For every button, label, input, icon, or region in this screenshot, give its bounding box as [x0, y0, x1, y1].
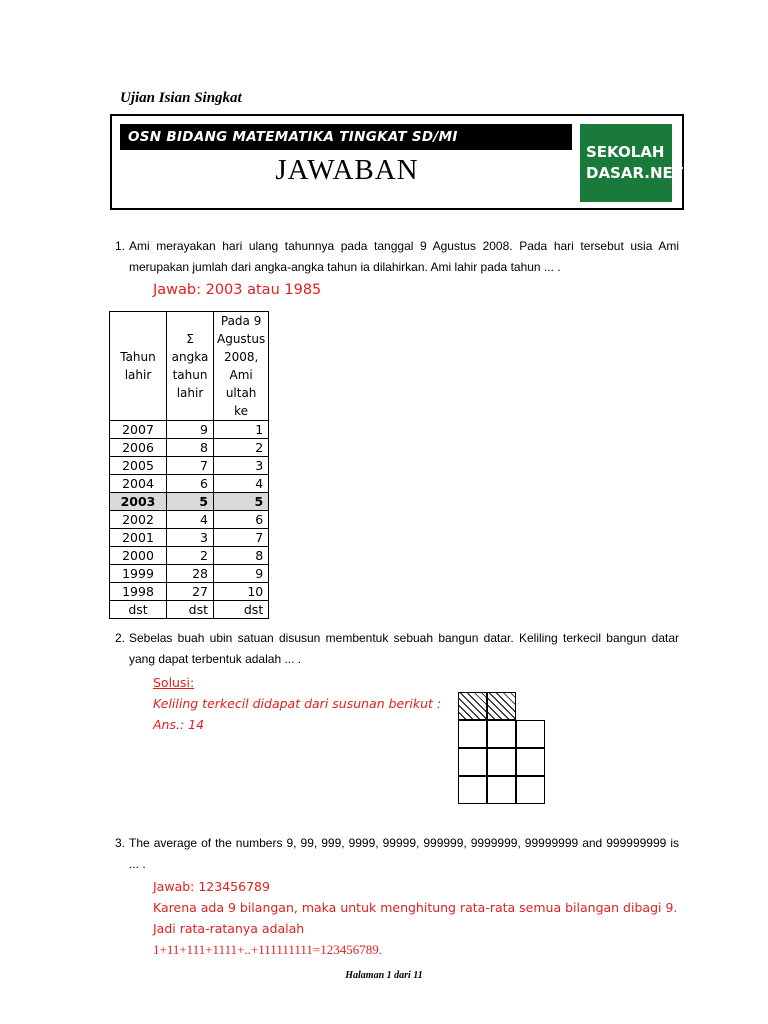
table-cell: 2005 — [110, 457, 167, 475]
question-text: Ami merayakan hari ulang tahunnya pada tanggal 9 Agustus 2008. Pada hari tersebut usia Ami merupakan jumlah dari angka-angka tahun ia dilahirkan. Ami lahir pada tahun ... . — [129, 239, 679, 274]
table-cell: 9 — [214, 565, 269, 583]
answer-3-block — [153, 876, 713, 960]
explanation-line: 1+11+111+1111+..+111111111=123456789. — [153, 942, 382, 957]
solution-text: Keliling terkecil didapat dari susunan berikut : — [153, 696, 442, 711]
table-row — [110, 529, 269, 547]
table-cell: 3 — [167, 529, 214, 547]
table-cell: 1998 — [110, 583, 167, 601]
table-cell: 2007 — [110, 421, 167, 439]
table-row — [110, 421, 269, 439]
explanation-line: Jadi rata-ratanya adalah — [153, 921, 305, 936]
tile — [487, 748, 516, 776]
tile — [516, 748, 545, 776]
sekolahdasar-logo — [580, 124, 684, 202]
column-header: Tahun lahir — [110, 312, 167, 421]
table-cell: 1999 — [110, 565, 167, 583]
table-cell: 2 — [214, 439, 269, 457]
tile — [487, 720, 516, 748]
table-row — [110, 493, 269, 511]
question-number: 2. — [115, 631, 126, 645]
explanation-line: Karena ada 9 bilangan, maka untuk menghitung rata-rata semua bilangan dibagi 9. — [153, 900, 678, 915]
table-cell: 27 — [167, 583, 214, 601]
question-number: 1. — [115, 239, 126, 253]
question-number: 3. — [115, 836, 126, 850]
banner-title: OSN BIDANG MATEMATIKA TINGKAT SD/MI — [120, 124, 572, 150]
column-header: Σ angka tahun lahir — [167, 312, 214, 421]
table-cell: 2 — [167, 547, 214, 565]
table-row — [110, 583, 269, 601]
table-cell: 7 — [167, 457, 214, 475]
table-cell: 2003 — [110, 493, 167, 511]
question-text: The average of the numbers 9, 99, 999, 9999, 99999, 999999, 9999999, 99999999 and 999999999 is ... . — [129, 836, 679, 871]
table-cell: dst — [167, 601, 214, 619]
table-cell: 2000 — [110, 547, 167, 565]
table-cell: 2001 — [110, 529, 167, 547]
table-cell: dst — [214, 601, 269, 619]
tile — [458, 748, 487, 776]
table-cell: 8 — [214, 547, 269, 565]
tile — [458, 720, 487, 748]
question-1 — [115, 236, 685, 280]
table-cell: 28 — [167, 565, 214, 583]
table-cell: 7 — [214, 529, 269, 547]
answer-3: Jawab: 123456789 — [153, 879, 270, 894]
tile-hatched — [487, 692, 516, 720]
table-cell: 3 — [214, 457, 269, 475]
table-cell: 4 — [167, 511, 214, 529]
table-cell: dst — [110, 601, 167, 619]
answer-1: Jawab: 2003 atau 1985 — [153, 282, 322, 298]
logo-line-1: SEKOLAH — [586, 143, 665, 161]
table-cell: 4 — [214, 475, 269, 493]
page-footer: Halaman 1 dari 11 — [345, 970, 423, 981]
table-cell: 5 — [214, 493, 269, 511]
table-row — [110, 475, 269, 493]
table-cell: 2004 — [110, 475, 167, 493]
solution-label: Solusi: — [153, 675, 195, 690]
header-box — [110, 114, 684, 210]
table-cell: 1 — [214, 421, 269, 439]
section-subtitle: Ujian Isian Singkat — [120, 90, 242, 106]
birth-year-table — [109, 311, 269, 619]
table-cell: 5 — [167, 493, 214, 511]
answer-2: Ans.: 14 — [153, 717, 205, 732]
solution-2 — [153, 672, 441, 735]
table-cell: 2006 — [110, 439, 167, 457]
table-cell: 2002 — [110, 511, 167, 529]
question-text: Sebelas buah ubin satuan disusun membentuk sebuah bangun datar. Keliling terkecil bangun datar yang dapat terbentuk adalah ... . — [129, 631, 679, 666]
question-3 — [115, 833, 685, 877]
tile — [516, 720, 545, 748]
question-2 — [115, 628, 685, 672]
table-cell: 9 — [167, 421, 214, 439]
tile — [458, 776, 487, 804]
table-cell: 10 — [214, 583, 269, 601]
tile — [487, 776, 516, 804]
table-row — [110, 601, 269, 619]
table-cell: 6 — [214, 511, 269, 529]
table-row — [110, 547, 269, 565]
table-row — [110, 511, 269, 529]
tile-arrangement-figure — [458, 692, 548, 804]
column-header: Pada 9 Agustus 2008, Ami ultah ke — [214, 312, 269, 421]
page-title: JAWABAN — [275, 154, 419, 186]
tile-hatched — [458, 692, 487, 720]
tile — [516, 776, 545, 804]
logo-line-2: DASAR.NET — [586, 164, 684, 182]
table-row — [110, 457, 269, 475]
table-row — [110, 565, 269, 583]
table-cell: 6 — [167, 475, 214, 493]
table-row — [110, 439, 269, 457]
table-cell: 8 — [167, 439, 214, 457]
